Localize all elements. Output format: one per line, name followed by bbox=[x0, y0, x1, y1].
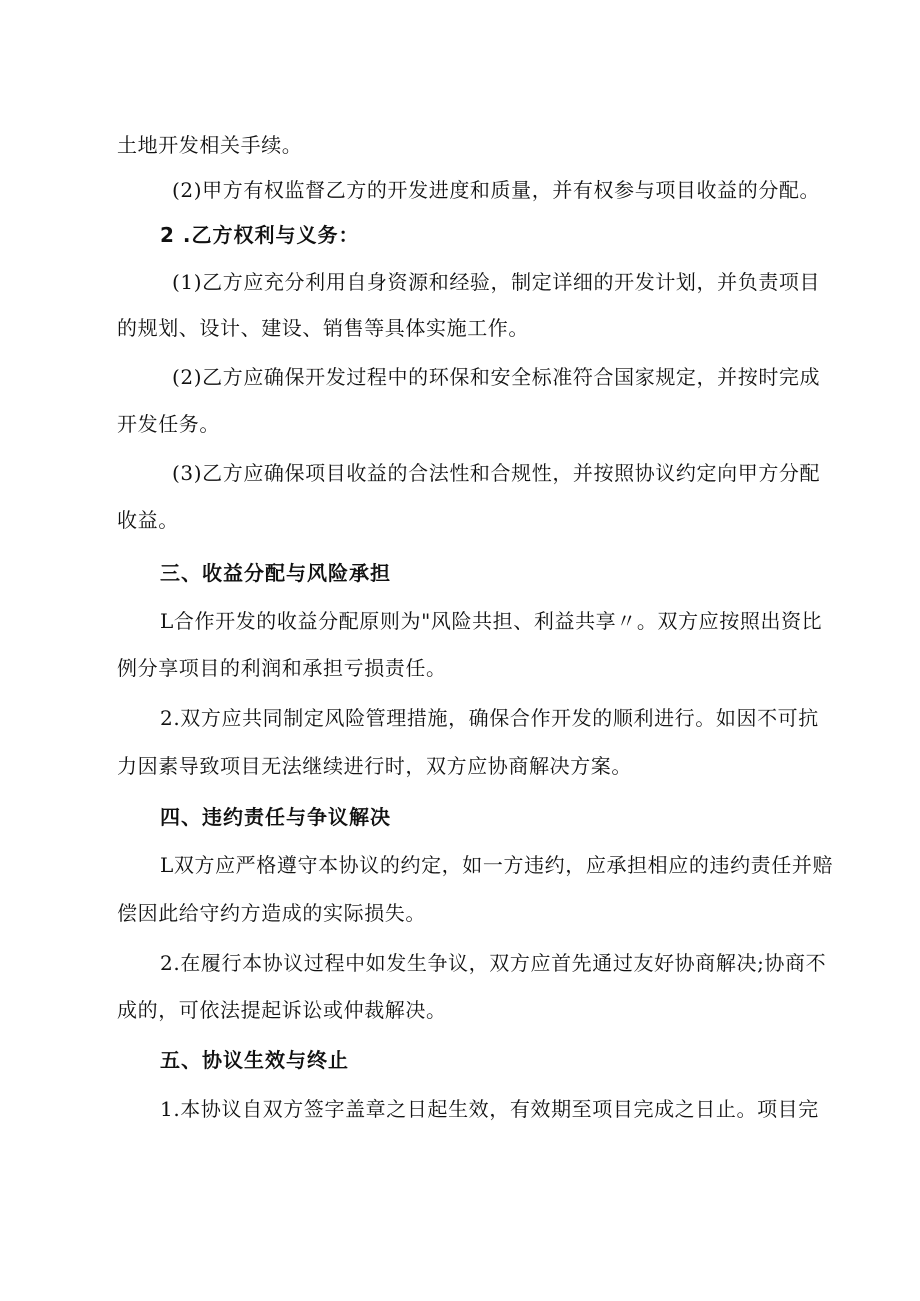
paragraph-line: L合作开发的收益分配原则为"风险共担、利益共享〃。双方应按照出资比 bbox=[160, 609, 823, 633]
paragraph-line: 土地开发相关手续。 bbox=[117, 133, 303, 157]
paragraph-line: 1.本协议自双方签字盖章之日起生效，有效期至项目完成之日止。项目完 bbox=[160, 1097, 819, 1121]
paragraph-line: (1)乙方应充分利用自身资源和经验，制定详细的开发计划，并负责项目 bbox=[172, 270, 821, 294]
paragraph-line: 偿因此给守约方造成的实际损失。 bbox=[117, 901, 426, 925]
paragraph-line: 例分享项目的利润和承担亏损责任。 bbox=[117, 656, 447, 680]
paragraph-line: 的规划、设计、建设、销售等具体实施工作。 bbox=[117, 316, 529, 340]
paragraph-line: 收益。 bbox=[117, 508, 179, 532]
paragraph-line: 开发任务。 bbox=[117, 412, 220, 436]
paragraph-line: 力因素导致项目无法继续进行时，双方应协商解决方案。 bbox=[117, 754, 632, 778]
paragraph-line: 成的，可依法提起诉讼或仲裁解决。 bbox=[117, 998, 447, 1022]
section-heading: 2 .乙方权利与义务： bbox=[160, 223, 360, 247]
paragraph-line: 2.在履行本协议过程中如发生争议，双方应首先通过友好协商解决;协商不 bbox=[160, 951, 827, 975]
paragraph-line: (2)甲方有权监督乙方的开发进度和质量，并有权参与项目收益的分配。 bbox=[172, 178, 821, 202]
section-heading: 五、协议生效与终止 bbox=[160, 1048, 349, 1072]
paragraph-line: (2)乙方应确保开发过程中的环保和安全标准符合国家规定，并按时完成 bbox=[172, 365, 821, 389]
section-heading: 四、违约责任与争议解决 bbox=[160, 805, 391, 829]
paragraph-line: 2.双方应共同制定风险管理措施，确保合作开发的顺利进行。如因不可抗 bbox=[160, 706, 819, 730]
paragraph-line: (3)乙方应确保项目收益的合法性和合规性，并按照协议约定向甲方分配 bbox=[172, 461, 821, 485]
section-heading: 三、收益分配与风险承担 bbox=[160, 561, 391, 585]
paragraph-line: L双方应严格遵守本协议的约定，如一方违约，应承担相应的违约责任并赔 bbox=[160, 853, 834, 877]
